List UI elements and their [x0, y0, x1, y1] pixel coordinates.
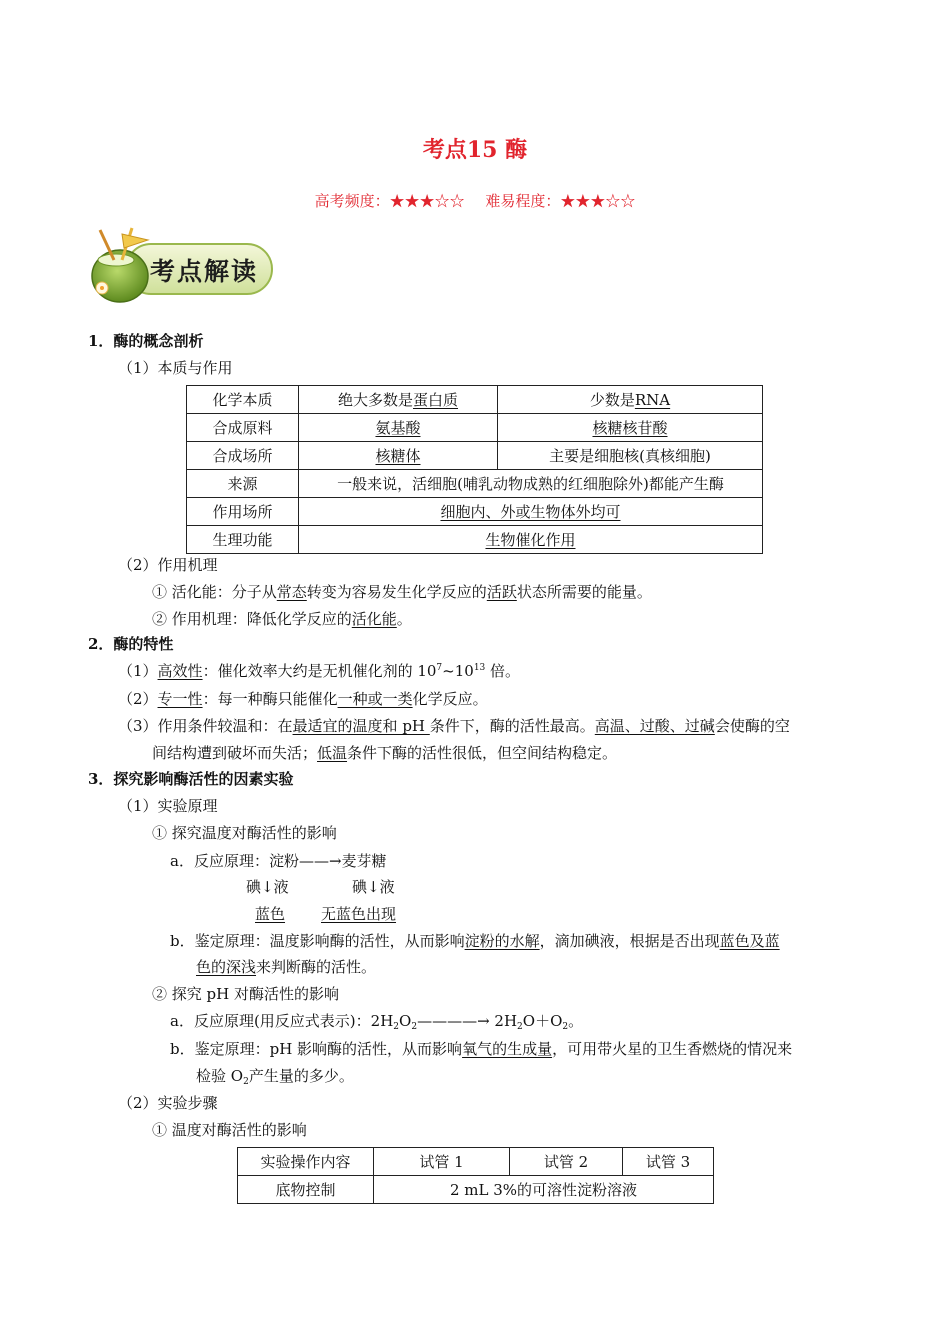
- table-row: [187, 386, 763, 414]
- table-header: 实验操作内容: [238, 1148, 374, 1176]
- table-cell: 来源: [187, 470, 299, 498]
- page-title: 考点15 酶: [422, 137, 528, 163]
- table-cell: 主要是细胞核(真核细胞): [498, 442, 763, 470]
- paragraph: 间结构遭到破坏而失活；低温条件下酶的活性很低，但空间结构稳定。: [152, 744, 618, 762]
- subsection-3-1: （1）实验原理: [118, 797, 218, 815]
- table-cell: 核糖核苷酸: [498, 414, 763, 442]
- subsection-1-1: （1）本质与作用: [118, 359, 233, 377]
- paragraph: （3）作用条件较温和：在最适宜的温度和 pH 条件下，酶的活性最高。高温、过酸、过碱会使酶的空: [118, 717, 790, 735]
- table-row: [238, 1176, 714, 1204]
- difficulty-rating: 难易程度：★★★☆☆: [485, 192, 636, 210]
- table-cell: 化学本质: [187, 386, 299, 414]
- table-cell: 氨基酸: [299, 414, 498, 442]
- reagent-label: 碘↓液: [246, 878, 289, 896]
- paragraph: a．反应原理(用反应式表示)：$2H_2O_2————\to 2H_2O+O_2$。: [170, 1012, 584, 1032]
- table-cell: 作用场所: [187, 498, 299, 526]
- paragraph: （1）高效性：催化效率大约是无机催化剂的 $10^7\sim 10^{13}$ 倍。: [118, 662, 521, 680]
- paragraph: ① 探究温度对酶活性的影响: [152, 824, 337, 842]
- frequency-rating: 高考频度：★★★☆☆: [314, 192, 465, 210]
- section-2-heading: 2．酶的特性: [88, 635, 174, 653]
- table-header: 试管 2: [510, 1148, 623, 1176]
- section-3-heading: 3．探究影响酶活性的因素实验: [88, 770, 294, 788]
- rating-line: [0, 190, 950, 211]
- table-row: [238, 1148, 714, 1176]
- table-row: [187, 414, 763, 442]
- paragraph: 色的深浅来判断酶的活性。: [196, 958, 377, 976]
- table-cell: 绝大多数是蛋白质: [299, 386, 498, 414]
- table-cell: 合成原料: [187, 414, 299, 442]
- table-cell: 少数是RNA: [498, 386, 763, 414]
- enzyme-essence-table: [186, 385, 763, 554]
- reagent-label: 碘↓液: [352, 878, 395, 896]
- result-label: 蓝色: [255, 905, 286, 923]
- paragraph: b．鉴定原理：温度影响酶的活性，从而影响淀粉的水解，滴加碘液，根据是否出现蓝色及蓝: [170, 932, 780, 950]
- temperature-experiment-table: [237, 1147, 714, 1204]
- subsection-3-2: （2）实验步骤: [118, 1094, 218, 1112]
- paragraph: 检验 $O_2$产生量的多少。: [196, 1067, 354, 1087]
- paragraph: a．反应原理：淀粉——→麦芽糖: [170, 852, 387, 870]
- table-cell: 生理功能: [187, 526, 299, 554]
- paragraph: ② 探究 pH 对酶活性的影响: [152, 985, 339, 1003]
- table-cell: 2 mL 3%的可溶性淀粉溶液: [374, 1176, 714, 1204]
- paragraph: （2）专一性：每一种酶只能催化一种或一类化学反应。: [118, 690, 488, 708]
- banner-label: 考点解读: [150, 257, 259, 286]
- paragraph: ② 作用机理：降低化学反应的活化能。: [152, 610, 412, 628]
- table-header: 试管 3: [623, 1148, 714, 1176]
- table-row: [187, 470, 763, 498]
- table-cell: 一般来说，活细胞(哺乳动物成熟的红细胞除外)都能产生酶: [299, 470, 763, 498]
- table-cell: 生物催化作用: [299, 526, 763, 554]
- table-row: [187, 526, 763, 554]
- paragraph: ① 活化能：分子从常态转变为容易发生化学反应的活跃状态所需要的能量。: [152, 583, 652, 601]
- table-cell: 底物控制: [238, 1176, 374, 1204]
- table-cell: 核糖体: [299, 442, 498, 470]
- section-banner: [86, 226, 276, 308]
- table-cell: 细胞内、外或生物体外均可: [299, 498, 763, 526]
- section-1-heading: 1．酶的概念剖析: [88, 332, 204, 350]
- table-header: 试管 1: [374, 1148, 510, 1176]
- table-row: [187, 498, 763, 526]
- paragraph: b．鉴定原理：pH 影响酶的活性，从而影响氧气的生成量，可用带火星的卫生香燃烧的情况来: [170, 1040, 793, 1058]
- table-row: [187, 442, 763, 470]
- subsection-1-2: （2）作用机理: [118, 556, 218, 574]
- table-cell: 合成场所: [187, 442, 299, 470]
- result-label: 无蓝色出现: [321, 905, 397, 923]
- paragraph: ① 温度对酶活性的影响: [152, 1121, 307, 1139]
